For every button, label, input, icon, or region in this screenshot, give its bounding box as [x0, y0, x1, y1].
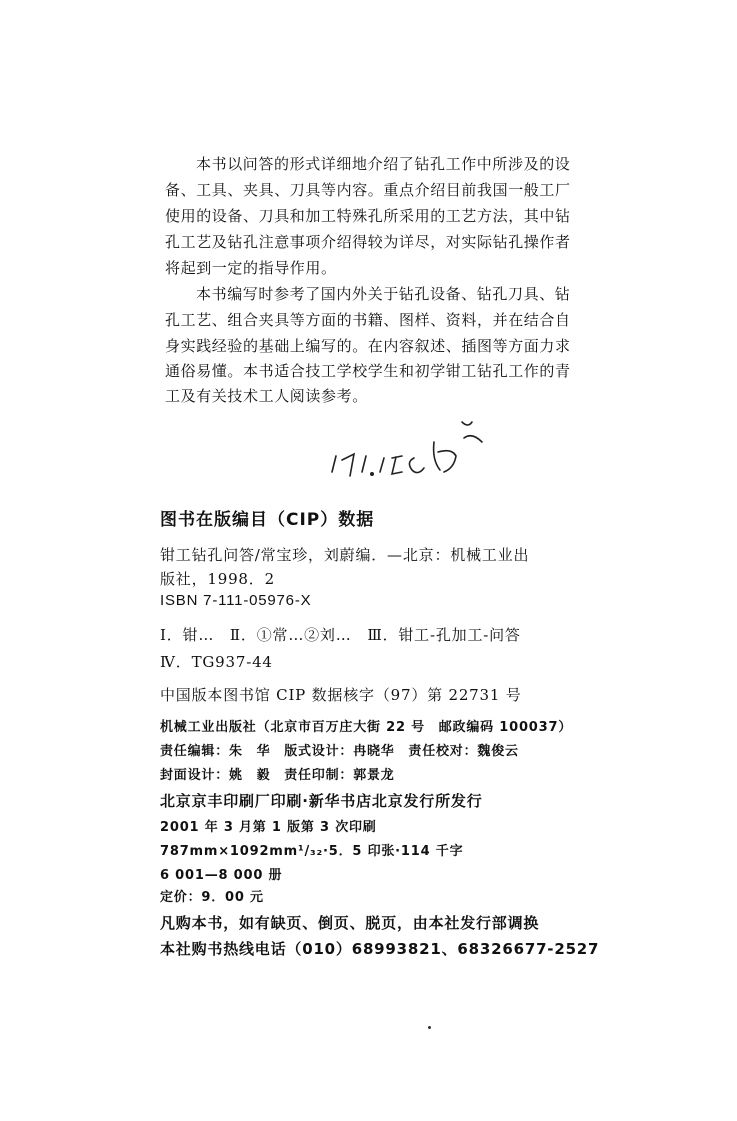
intro-line: 将起到一定的指导作用。 — [165, 259, 337, 277]
intro-line: 身实践经验的基础上编写的。在内容叙述、插图等方面力求 — [165, 337, 571, 355]
publisher-line: 2001 年 3 月第 1 版第 3 次印刷 — [160, 820, 377, 835]
publisher-line: 6 001—8 000 册 — [160, 868, 283, 883]
stray-mark — [428, 1026, 431, 1029]
intro-line: 孔工艺及钻孔注意事项介绍得较为详尽，对实际钻孔操作者 — [165, 233, 571, 251]
publisher-line: 787mm×1092mm¹/₃₂·5．5 印张·114 千字 — [160, 844, 464, 859]
cip-line: Ⅰ．钳… Ⅱ．①常…②刘… Ⅲ．钳工-孔加工-问答 — [160, 626, 521, 644]
intro-line: 本书编写时参考了国内外关于钻孔设备、钻孔刀具、钻 — [196, 285, 571, 303]
notice-line: 凡购本书，如有缺页、倒页、脱页，由本社发行部调换 — [160, 914, 540, 932]
publisher-line: 责任编辑：朱 华 版式设计：冉晓华 责任校对：魏俊云 — [160, 744, 519, 759]
intro-line: 工及有关技术工人阅读参考。 — [165, 387, 368, 405]
price: 定价：9．00 元 — [160, 890, 264, 905]
publisher-line: 北京京丰印刷厂印刷·新华书店北京发行所发行 — [160, 792, 483, 810]
cip-line: 钳工钻孔问答/常宝珍，刘蔚编．—北京：机械工业出 — [160, 546, 530, 564]
cip-line: Ⅳ．TG937-44 — [160, 653, 273, 671]
notice-line: 本社购书热线电话（010）68993821、68326677-2527 — [160, 940, 600, 958]
intro-line: 本书以问答的形式详细地介绍了钻孔工作中所涉及的设 — [196, 155, 571, 173]
cip-title: 图书在版编目（CIP）数据 — [160, 510, 375, 530]
intro-line: 通俗易懂。本书适合技工学校学生和初学钳工钻孔工作的青 — [165, 362, 571, 380]
handwritten-annotation — [322, 412, 522, 492]
intro-line: 使用的设备、刀具和加工特殊孔所采用的工艺方法，其中钻 — [165, 207, 571, 225]
publisher-line: 机械工业出版社（北京市百万庄大街 22 号 邮政编码 100037） — [160, 720, 573, 735]
isbn: ISBN 7-111-05976-X — [160, 592, 312, 609]
intro-line: 备、工具、夹具、刀具等内容。重点介绍目前我国一般工厂 — [165, 181, 571, 199]
intro-line: 孔工艺、组合夹具等方面的书籍、图样、资料，并在结合自 — [165, 311, 571, 329]
publisher-line: 封面设计：姚 毅 责任印制：郭景龙 — [160, 768, 395, 783]
cip-number: 中国版本图书馆 CIP 数据核字（97）第 22731 号 — [160, 686, 522, 704]
cip-line: 版社，1998．2 — [160, 570, 275, 588]
